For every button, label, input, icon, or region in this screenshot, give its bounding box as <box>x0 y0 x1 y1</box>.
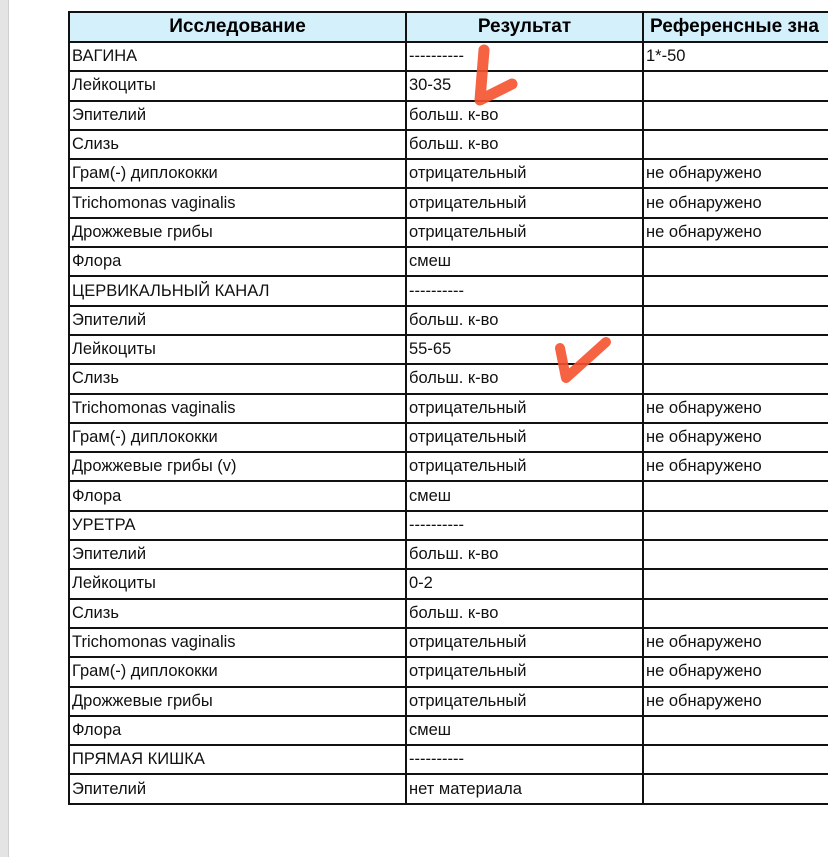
viewer-edge <box>0 0 9 857</box>
cell-result: смеш <box>406 716 643 745</box>
cell-reference: не обнаружено <box>643 218 828 247</box>
cell-reference <box>643 71 828 100</box>
cell-reference <box>643 247 828 276</box>
cell-result: отрицательный <box>406 423 643 452</box>
cell-result: отрицательный <box>406 188 643 217</box>
header-study: Исследование <box>69 12 406 42</box>
cell-reference: не обнаружено <box>643 394 828 423</box>
table-row <box>69 364 828 393</box>
cell-result: отрицательный <box>406 394 643 423</box>
cell-reference <box>643 716 828 745</box>
cell-study: Слизь <box>69 130 406 159</box>
cell-reference <box>643 599 828 628</box>
cell-study: Trichomonas vaginalis <box>69 628 406 657</box>
table-row <box>69 335 828 364</box>
table-row <box>69 394 828 423</box>
table-row <box>69 687 828 716</box>
cell-study: Trichomonas vaginalis <box>69 394 406 423</box>
cell-result: отрицательный <box>406 657 643 686</box>
cell-study: Грам(-) диплококки <box>69 657 406 686</box>
table-row <box>69 511 828 540</box>
table-row <box>69 745 828 774</box>
header-reference: Референсные зна <box>643 12 828 42</box>
cell-study: Лейкоциты <box>69 569 406 598</box>
table-row <box>69 716 828 745</box>
cell-reference: не обнаружено <box>643 628 828 657</box>
cell-study: ВАГИНА <box>69 42 406 71</box>
header-result: Результат <box>406 12 643 42</box>
cell-reference <box>643 335 828 364</box>
table-row <box>69 247 828 276</box>
table-row <box>69 481 828 510</box>
cell-result: ---------- <box>406 42 643 71</box>
cell-reference <box>643 569 828 598</box>
cell-result: смеш <box>406 481 643 510</box>
table-row <box>69 569 828 598</box>
cell-result: ---------- <box>406 276 643 305</box>
cell-result: отрицательный <box>406 218 643 247</box>
table-row <box>69 628 828 657</box>
cell-reference <box>643 774 828 803</box>
cell-reference <box>643 481 828 510</box>
table-row <box>69 599 828 628</box>
cell-reference: не обнаружено <box>643 188 828 217</box>
cell-reference: 1*-50 <box>643 42 828 71</box>
cell-study: Дрожжевые грибы <box>69 687 406 716</box>
table-row <box>69 188 828 217</box>
cell-reference: не обнаружено <box>643 687 828 716</box>
cell-result: 0-2 <box>406 569 643 598</box>
cell-result: больш. к-во <box>406 306 643 335</box>
table-row <box>69 657 828 686</box>
cell-study: Дрожжевые грибы <box>69 218 406 247</box>
table-row <box>69 159 828 188</box>
cell-result: больш. к-во <box>406 364 643 393</box>
cell-result: нет материала <box>406 774 643 803</box>
table-row <box>69 42 828 71</box>
cell-study: Trichomonas vaginalis <box>69 188 406 217</box>
table-header <box>69 12 828 42</box>
cell-result: смеш <box>406 247 643 276</box>
cell-result: отрицательный <box>406 159 643 188</box>
cell-result: 55-65 <box>406 335 643 364</box>
cell-study: Лейкоциты <box>69 71 406 100</box>
table-row <box>69 306 828 335</box>
cell-result: больш. к-во <box>406 101 643 130</box>
cell-reference <box>643 130 828 159</box>
cell-study: ПРЯМАЯ КИШКА <box>69 745 406 774</box>
cell-study: Эпителий <box>69 540 406 569</box>
cell-study: УРЕТРА <box>69 511 406 540</box>
cell-study: Слизь <box>69 599 406 628</box>
cell-result: ---------- <box>406 511 643 540</box>
table-row <box>69 130 828 159</box>
cell-study: Эпителий <box>69 101 406 130</box>
cell-result: больш. к-во <box>406 130 643 159</box>
cell-reference <box>643 276 828 305</box>
table-row <box>69 423 828 452</box>
cell-result: ---------- <box>406 745 643 774</box>
cell-result: отрицательный <box>406 687 643 716</box>
cell-study: Флора <box>69 481 406 510</box>
cell-study: Эпителий <box>69 774 406 803</box>
table-row <box>69 276 828 305</box>
table-row <box>69 452 828 481</box>
cell-reference: не обнаружено <box>643 159 828 188</box>
cell-study: Грам(-) диплококки <box>69 159 406 188</box>
cell-reference: не обнаружено <box>643 657 828 686</box>
cell-reference <box>643 306 828 335</box>
cell-result: больш. к-во <box>406 599 643 628</box>
table-row <box>69 218 828 247</box>
table-row <box>69 101 828 130</box>
cell-reference <box>643 540 828 569</box>
cell-study: ЦЕРВИКАЛЬНЫЙ КАНАЛ <box>69 276 406 305</box>
cell-study: Эпителий <box>69 306 406 335</box>
cell-study: Слизь <box>69 364 406 393</box>
cell-reference: не обнаружено <box>643 423 828 452</box>
cell-reference <box>643 101 828 130</box>
table-row <box>69 774 828 803</box>
cell-reference <box>643 364 828 393</box>
cell-study: Грам(-) диплококки <box>69 423 406 452</box>
cell-result: 30-35 <box>406 71 643 100</box>
cell-result: больш. к-во <box>406 540 643 569</box>
cell-result: отрицательный <box>406 452 643 481</box>
cell-reference <box>643 511 828 540</box>
cell-result: отрицательный <box>406 628 643 657</box>
table-row <box>69 540 828 569</box>
cell-study: Флора <box>69 716 406 745</box>
cell-study: Флора <box>69 247 406 276</box>
cell-reference: не обнаружено <box>643 452 828 481</box>
results-table <box>68 11 828 805</box>
cell-study: Дрожжевые грибы (v) <box>69 452 406 481</box>
table-row <box>69 71 828 100</box>
cell-reference <box>643 745 828 774</box>
cell-study: Лейкоциты <box>69 335 406 364</box>
